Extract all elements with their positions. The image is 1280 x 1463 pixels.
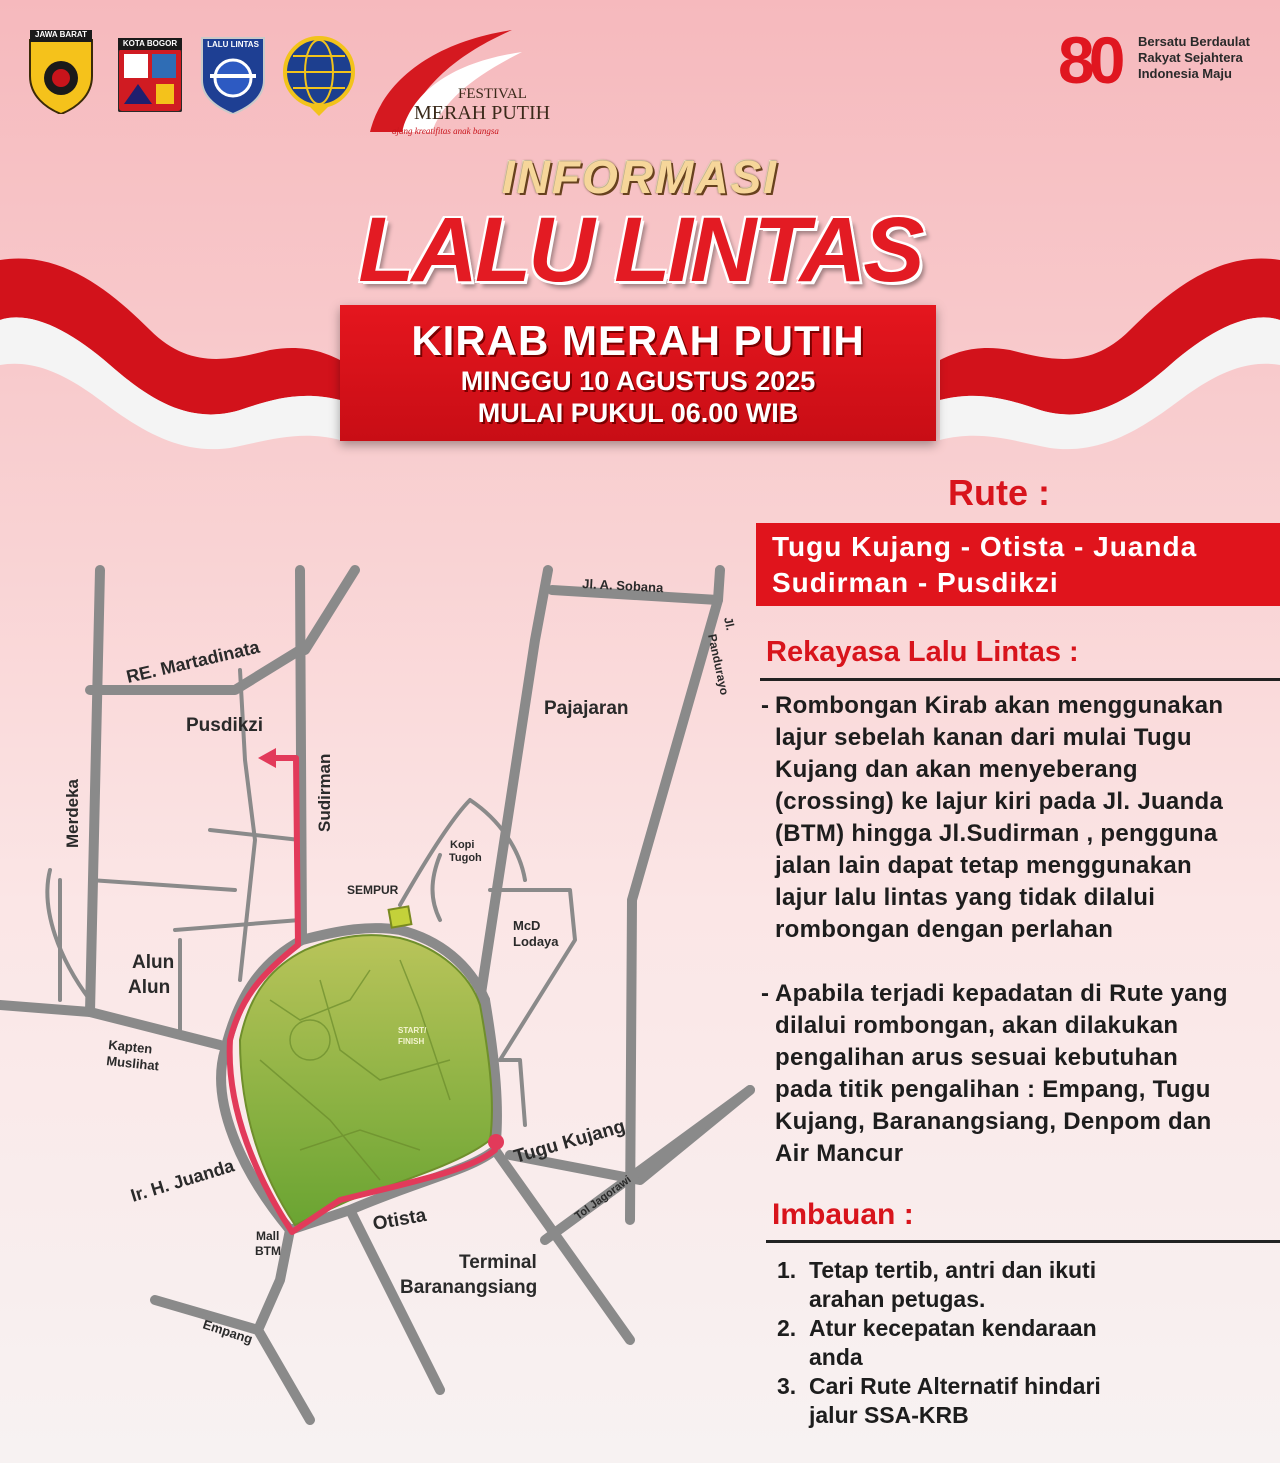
item-number: 1. (777, 1257, 797, 1283)
p1-line: Kujang dan akan menyeberang (775, 756, 1138, 783)
item-line: anda (809, 1344, 863, 1370)
p2-line: Apabila terjadi kepadatan di Rute yang (775, 980, 1228, 1007)
label-juanda: Ir. H. Juanda (128, 1155, 237, 1206)
route-map (0, 540, 760, 1440)
item-line: Cari Rute Alternatif hindari (809, 1373, 1101, 1399)
logo-label: LALU LINTAS (207, 40, 259, 49)
imbauan-divider (766, 1240, 1280, 1243)
anniversary-line1: Bersatu Berdaulat (1138, 34, 1250, 49)
label-martadinata: RE. Martadinata (124, 636, 262, 687)
p1-line: rombongan dengan perlahan (775, 916, 1114, 943)
imbauan-list (777, 1256, 1277, 1430)
imbauan-item (777, 1372, 1277, 1430)
label-tugu-kujang: Tugu Kujang (511, 1116, 628, 1168)
route-box (756, 523, 1280, 606)
label-mall-2: BTM (255, 1244, 281, 1258)
rekayasa-paragraph-2: - Apabila terjadi kepadatan di Rute yang dilalui rombongan, akan dilakukan pengalihan arus sesuai kebutuhan pada titik pengalihan : Empang, Tugu Kujang, Baranangsiang, Denpom dan Air Mancur (775, 978, 1280, 1170)
p1-line: Rombongan Kirab akan menggunakan (775, 692, 1224, 719)
p1-line: (BTM) hingga Jl.Sudirman , pengguna (775, 820, 1218, 847)
event-title: KIRAB MERAH PUTIH (411, 317, 865, 364)
label-terminal-2: Baranangsiang (400, 1277, 538, 1298)
festival-line1: FESTIVAL (458, 86, 527, 102)
label-tol-jagorawi: Tol Jagorawi (572, 1173, 634, 1223)
kota-bogor-logo (118, 38, 182, 117)
label-alun-1: Alun (132, 952, 175, 973)
label-mcd-2: Lodaya (513, 934, 559, 949)
route-start-dot (488, 1134, 504, 1150)
route-arrow-icon (258, 748, 276, 768)
label-panduraya-1: Jl. (721, 615, 738, 632)
label-kapten-2: Muslihat (105, 1053, 160, 1074)
p2-line: Air Mancur (775, 1140, 904, 1167)
hut-ri-80-logo (1058, 23, 1268, 97)
event-banner (340, 305, 936, 441)
rekayasa-paragraph-1: - Rombongan Kirab akan menggunakan lajur sebelah kanan dari mulai Tugu Kujang dan akan menyeberang (crossing) ke lajur kiri pada Jl. Juanda (BTM) hingga Jl.Sudirman , pengguna jalan lain dapat tetap menggunakan lajur lalu lintas yang tidak dilalui rombongan dengan perlahan (775, 690, 1280, 946)
anniversary-line2: Rakyat Sejahtera (1138, 50, 1243, 65)
label-otista: Otista (371, 1204, 428, 1235)
rekayasa-heading: Rekayasa Lalu Lintas : (766, 636, 1079, 668)
item-number: 2. (777, 1315, 797, 1341)
label-kopi-1: Kopi (450, 839, 475, 851)
festival-tagline: ajang kreatifitas anak bangsa (392, 126, 499, 136)
item-number: 3. (777, 1373, 797, 1399)
festival-merah-putih-logo (362, 22, 551, 142)
p2-line: pengalihan arus sesuai kebutuhan (775, 1044, 1179, 1071)
label-kapten-1: Kapten (107, 1037, 154, 1057)
label-sudirman: Sudirman (315, 753, 334, 832)
headline-lalu-lintas: LALU LINTAS (358, 199, 922, 301)
label-mcd-1: McD (513, 918, 541, 933)
item-line: jalur SSA-KRB (809, 1402, 969, 1428)
p1-line: (crossing) ke lajur kiri pada Jl. Juanda (775, 788, 1224, 815)
route-line-2: Sudirman - Pusdikzi (772, 567, 1059, 598)
p2-line: pada titik pengalihan : Empang, Tugu (775, 1076, 1211, 1103)
route-heading: Rute : (948, 472, 1050, 513)
lalu-lintas-logo (200, 36, 266, 119)
item-line: arahan petugas. (809, 1286, 986, 1312)
p2-line: dilalui rombongan, akan dilakukan (775, 1012, 1179, 1039)
label-mall-1: Mall (256, 1229, 280, 1243)
label-empang: Empang (201, 1316, 255, 1347)
anniversary-number: 80 (1058, 23, 1120, 97)
label-sempur: SEMPUR (347, 883, 399, 897)
park-area (240, 935, 492, 1225)
p1-line: lajur sebelah kanan dari mulai Tugu (775, 724, 1192, 751)
logo-label: KOTA BOGOR (122, 39, 178, 48)
label-start-2: FINISH (398, 1037, 425, 1046)
label-pajajaran: Pajajaran (544, 698, 629, 719)
imbauan-heading: Imbauan : (772, 1198, 914, 1231)
headline-informasi: INFORMASI (501, 151, 779, 203)
event-date: MINGGU 10 AGUSTUS 2025 (460, 366, 816, 396)
item-line: Atur kecepatan kendaraan (809, 1315, 1097, 1341)
item-line: Tetap tertib, antri dan ikuti (809, 1257, 1097, 1283)
label-panduraya-2: Pandurayo (705, 632, 732, 697)
route-line-1: Tugu Kujang - Otista - Juanda (772, 531, 1198, 562)
label-terminal-1: Terminal (459, 1252, 537, 1273)
dishub-logo (283, 36, 355, 121)
festival-line2: MERAH PUTIH (414, 102, 551, 124)
anniversary-line3: Indonesia Maju (1138, 66, 1232, 81)
imbauan-item (777, 1256, 1277, 1314)
label-merdeka: Merdeka (63, 779, 82, 848)
event-time: MULAI PUKUL 06.00 WIB (477, 398, 799, 428)
sempur-marker (389, 906, 412, 927)
label-sobana: Jl. A. Sobana (581, 576, 664, 596)
p2-line: Kujang, Baranangsiang, Denpom dan (775, 1108, 1212, 1135)
label-kopi-2: Tugoh (449, 852, 482, 864)
label-alun-2: Alun (128, 977, 171, 998)
label-start-1: START/ (398, 1026, 427, 1035)
rekayasa-divider (760, 678, 1280, 681)
p1-line: lajur lalu lintas yang tidak dilalui (775, 884, 1156, 911)
p1-line: jalan lain dapat tetap menggunakan (775, 852, 1192, 879)
logo-label: JAWA BARAT (35, 30, 87, 39)
imbauan-item (777, 1314, 1277, 1372)
label-pusdikzi: Pusdikzi (186, 715, 264, 736)
polda-jabar-logo (26, 28, 96, 119)
